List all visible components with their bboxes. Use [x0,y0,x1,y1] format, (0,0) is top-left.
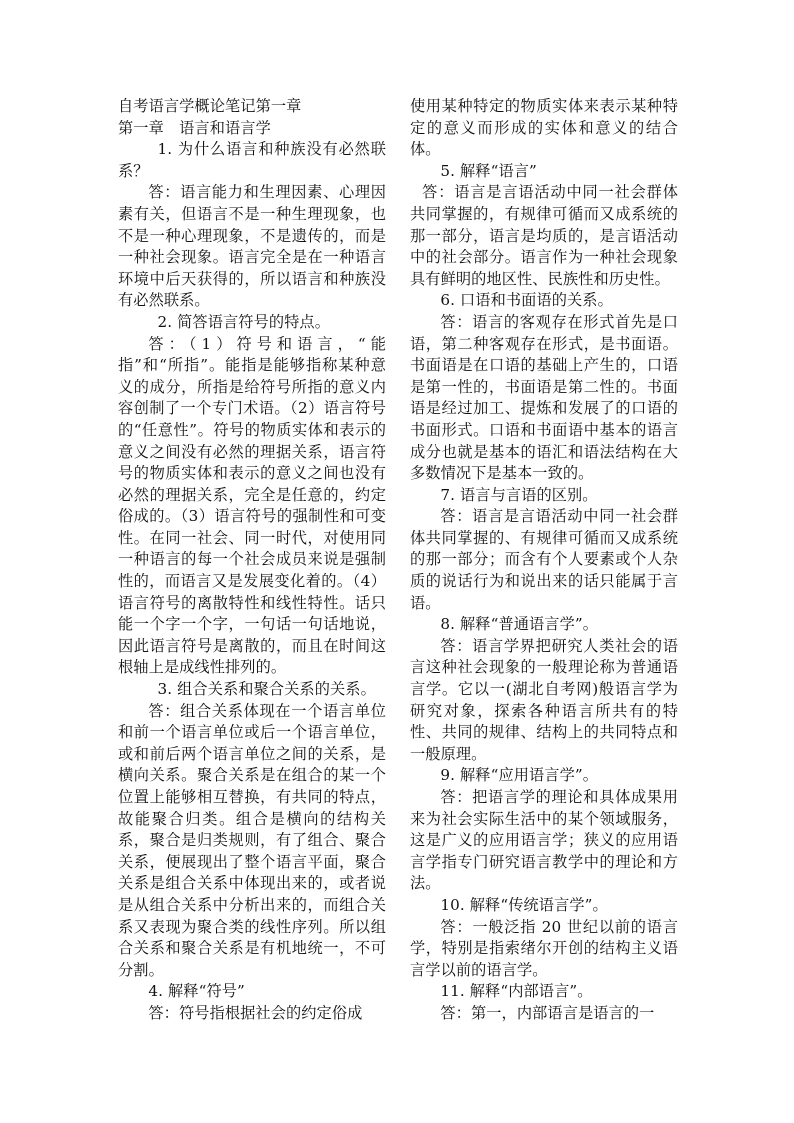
question-heading: 8. 解释“普通语言学”。 [440,615,599,634]
question-heading: 7. 语言与言语的区别。 [440,485,598,504]
question-heading: 6. 口语和书面语的关系。 [440,291,613,310]
paragraph: 使用某种特定的物质实体来表示某种特定的意义而形成的实体和意义的结合体。 [410,97,678,159]
paragraph: 答：（1）符号和语言，“能指”和“所指”。能指是能够指称某种意义的成分，所指是给符号所指的意义内容创制了一个专门术语。（2）语言符号的“任意性”。符号的物质实体和表示的意义之间没有必然的理据关系，语言符号的物质实体和表示的意义之间也没有必然的理据关系，完全是任意的，约定俗成的。（3）语言符号的强制性和可变性。在同一社会、同一时代，对使用同一种语言的每一个社会成员来说是强制性的，而语言又是发展变化着的。（4）语言符号的离散特性和线性特性。话只能一个字一个字，一句话一句话地说，因此语言符号是离散的，而且在时间这根轴上是成线性排列的。 [118,334,386,677]
left-paragraphs [118,139,386,1024]
question-heading: 3. 组合关系和聚合关系的关系。 [157,680,376,699]
question-heading: 4. 解释“符号” [148,982,245,1001]
paragraph: 答：语言是言语活动中同一社会群体共同掌握的，有规律可循而又成系统的那一部分，语言是均质的，是言语活动中的社会部分。语言作为一种社会现象具有鲜明的地区性、民族性和历史性。 [410,183,678,288]
question-heading: 5. 解释“语言” [440,161,537,180]
question-heading: 11. 解释“内部语言”。 [440,982,593,1001]
paragraph: 答：符号指根据社会的约定俗成 [148,1003,363,1022]
paragraph: 答：第一，内部语言是语言的一 [440,1003,655,1022]
chapter-heading: 第一章 语言和语言学 [118,118,271,137]
paragraph: 答：语言的客观存在形式首先是口语，第二种客观存在形式，是书面语。书面语是在口语的基础上产生的，口语是第一性的，书面语是第二性的。书面语是经过加工、提炼和发展了的口语的书面形式。口语和书面语中基本的语言成分也就是基本的语汇和语法结构在大多数情况下是基本一致的。 [410,312,678,483]
paragraph: 答：把语言学的理论和具体成果用来为社会实际生活中的某个领域服务，这是广义的应用语言学；狭义的应用语言学指专门研究语言教学中的理论和方法。 [410,788,678,893]
question-heading: 2. 简答语言符号的特点。 [157,312,331,331]
paragraph: 答：语言能力和生理因素、心理因素有关，但语言不是一种生理现象，也不是一种心理现象，不是遗传的，而是一种社会现象。语言完全是在一种语言环境中后天获得的，所以语言和种族没有必然联系。 [118,183,386,310]
question-heading: 10. 解释“传统语言学”。 [440,895,608,914]
question-heading: 1. 为什么语言和种族没有必然联系？ [118,140,386,180]
right-column [410,96,678,1025]
paragraph: 答：语言学界把研究人类社会的语言这种社会现象的一般理论称为普通语言学。它以一(湖北自考网)般语言学为研究对象，探索各种语言所共有的特性、共同的规律、结构上的共同特点和一般原理。 [410,636,678,763]
left-column [118,96,386,1025]
paragraph: 答：组合关系体现在一个语言单位和前一个语言单位或后一个语言单位，或和前后两个语言单位之间的关系，是横向关系。聚合关系是在组合的某一个位置上能够相互替换，有共同的特点，故能聚合归类。组合是横向的结构关系，聚合是归类规则，有了组合、聚合关系，便展现出了整个语言平面，聚合关系是组合关系中体现出来的，或者说是从组合关系中分析出来的，而组合关系又表现为聚合类的线性序列。所以组合关系和聚合关系是有机地统一，不可分割。 [118,701,386,979]
document-title: 自考语言学概论笔记第一章 [118,97,302,115]
paragraph: 答：语言是言语活动中同一社会群体共同掌握的、有规律可循而又成系统的那一部分；而含有个人要素或个人杂质的说话行为和说出来的话只能属于言语。 [410,507,678,612]
paragraph: 答：一般泛指 20 世纪以前的语言学，特别是指索绪尔开创的结构主义语言学以前的语言学。 [410,917,678,979]
question-heading: 9. 解释“应用语言学”。 [440,766,599,785]
right-paragraphs [410,96,678,1025]
